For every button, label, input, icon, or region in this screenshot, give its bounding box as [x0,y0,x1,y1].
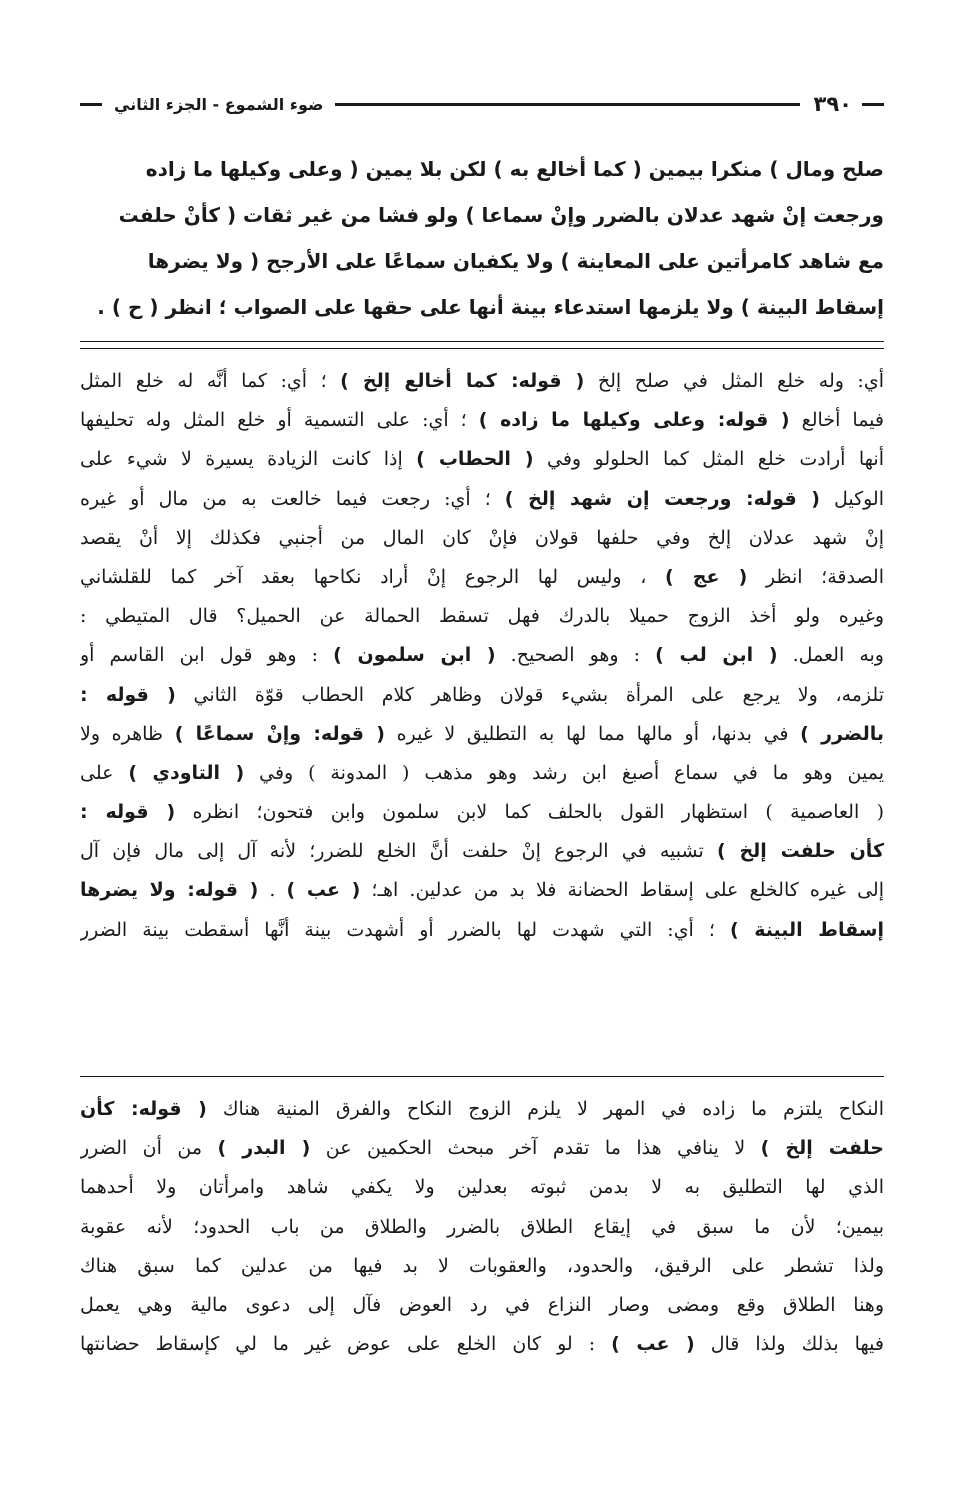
bold-quote: ( قوله : [80,683,176,706]
commentary-line [80,440,884,479]
commentary-line [80,715,884,754]
main-text [80,146,884,330]
text-run: إنْ شهد عدلان إلخ وفي حلفها قولان فإنْ كان المال من أجنبي فكذلك إلا أنْ يقصد [80,526,884,549]
text-run: الصدقة؛ انظر [747,565,884,588]
page-number: ٣٩٠ [813,92,852,116]
text-run: بيمين؛ لأن ما سبق في إيقاع الطلاق بالضرر والطلاق من باب الحدود؛ لأنه عقوبة [80,1215,884,1238]
text-run: ( العاصمية ) استظهار القول بالحلف كما لابن سلمون وابن فتحون؛ انظره [175,801,884,824]
commentary-line [80,401,884,440]
text-run: تلزمه، ولا يرجع على المرأة بشيء قولان وظاهر كلام الحطاب قوّة الثاني [175,683,884,706]
bold-quote: ( التاودي ) [128,761,245,784]
commentary-text [80,362,884,950]
text-run: تشبيه في الرجوع إنْ حلفت أنَّ الخلع للضرر؛ لأنه آل إلى مال فإن آل [80,840,717,863]
text-run: وهنا الطلاق وقع ومضى وصار النزاع في رد العوض فآل إلى دعوى مالية وهي يعمل [80,1293,884,1316]
marginal-note-line [80,1090,884,1129]
text-run: يمين وهو ما في سماع أصبغ ابن رشد وهو مذهب ( المدونة ) وفي [244,761,884,784]
text-run: من أن الضرر [80,1137,218,1160]
text-run: أي: وله خلع المثل في صلح إلخ [584,370,884,392]
commentary-line [80,362,884,401]
page-header [80,84,884,124]
text-run: : وهو قول ابن القاسم أو [80,644,334,667]
bold-quote: ( ابن سلمون ) [333,644,496,667]
bold-quote: ( قوله : [80,801,176,824]
text-run: . [258,879,287,902]
bold-quote: ( قوله: وعلى وكيلها ما زاده ) [478,409,790,432]
bold-quote: إسقاط البينة ) [729,918,884,941]
text-run: فيها بذلك ولذا قال [694,1333,884,1356]
text-run: ولذا تشطر على الرقيق، والحدود، والعقوبات لا بد فيها من عدلين كما سبق هناك [80,1254,884,1277]
text-run: ظاهره ولا [80,722,175,745]
text-run: إلى غيره كالخلع على إسقاط الحضانة فلا بد من عدلين. اهـ؛ [360,879,884,902]
commentary-line [80,832,884,871]
text-run: ؛ أي: رجعت فيما خالعت به من مال أو غيره [80,487,505,510]
double-divider-top [80,341,884,342]
double-divider-bottom [80,348,884,349]
commentary-line [80,754,884,793]
text-run: : وهو الصحيح. [495,644,656,667]
text-run: إذا كانت الزيادة يسيرة لا شيء على [80,448,417,471]
marginal-note-line [80,1208,884,1247]
text-run: لا ينافي هذا ما تقدم آخر مبحث الحكمين عن [310,1137,761,1160]
marginal-note-line [80,1286,884,1325]
text-run: أنها أرادت خلع المثل كما الحلولو وفي [533,448,884,471]
text-run: الوكيل [819,487,884,510]
text-run: فيما أخالع [789,409,884,432]
header-rule [335,103,799,106]
bold-quote: ( الحطاب ) [416,448,534,471]
commentary-line [80,636,884,675]
running-title: ضوء الشموع - الجزء الثاني [114,94,324,114]
bold-quote: بالضرر ) [800,722,884,745]
text-run: وبه العمل. [777,644,884,667]
bold-quote: ( عب ) [611,1333,695,1356]
marginal-note-line [80,1168,884,1207]
header-rule-end [80,103,102,106]
bold-quote: ( قوله: كأن [80,1098,207,1120]
bold-quote: ( البدر ) [217,1137,311,1160]
text-run: ؛ أي: كما أنَّه له خلع المثل [80,370,341,392]
bold-quote: ( قوله: وإنْ سماعًا ) [174,722,385,745]
bold-quote: حلفت إلخ ) [760,1137,884,1160]
main-text-line: صلح ومال ) منكرا بيمين ( كما أخالع به ) لكن بلا يمين ( وعلى وكيلها ما زاده [145,157,884,181]
bold-quote: ( عج ) [664,565,748,588]
bold-quote: ( عب ) [286,879,361,902]
bold-quote: ( قوله: كما أخالع إلخ ) [340,370,585,392]
text-run: النكاح يلتزم ما زاده في المهر لا يلزم الزوج النكاح والفرق المنية هناك [206,1098,884,1120]
main-text-line: إسقاط البينة ) ولا يلزمها استدعاء بينة أنها على حقها على الصواب ؛ انظر ( ح ) . [97,295,884,319]
text-run: ؛ أي: التي شهدت لها بالضرر أو أشهدت بينة أنَّها أسقطت بينة الضرر [80,918,730,941]
marginal-note-text [80,1090,884,1364]
main-text-line: مع شاهد كامرأتين على المعاينة ) ولا يكفيان سماعًا على الأرجح ( ولا يضرها [147,249,884,273]
commentary-line [80,793,884,832]
bold-quote: ( ابن لب ) [655,644,778,667]
commentary-line [80,519,884,558]
bold-quote: كأن حلفت إلخ ) [716,840,884,863]
text-run: ، وليس لها الرجوع إنْ أراد نكاحها بعقد آخر كما للقلشاني [80,565,665,588]
text-run: ؛ أي: على التسمية أو خلع المثل وله تحليفها [80,409,479,432]
main-text-line: ورجعت إنْ شهد عدلان بالضرر وإنْ سماعا ) ولو فشا من غير ثقات ( كأنْ حلفت [118,203,884,227]
commentary-line [80,480,884,519]
text-run: على [80,761,129,784]
marginal-note-line [80,1129,884,1168]
footnote-divider [80,1076,884,1077]
marginal-note-line [80,1247,884,1286]
bold-quote: ( قوله: ولا يضرها [80,879,259,902]
text-run: وغيره ولو أخذ الزوج حميلا بالدرك فهل تسقط الحمالة عن الحميل؟ قال المتيطي : [80,605,884,628]
commentary-line [80,871,884,910]
header-rule-start [862,103,884,106]
commentary-line [80,676,884,715]
text-run: : لو كان الخلع على عوض غير ما لي كإسقاط حضانتها [80,1333,612,1356]
commentary-line [80,558,884,597]
commentary-line [80,597,884,636]
commentary-line [80,911,884,950]
bold-quote: ( قوله: ورجعت إن شهد إلخ ) [504,487,820,510]
marginal-note-line [80,1325,884,1364]
text-run: الذي لها التطليق به لا بدمن ثبوته بعدلين ولا يكفي شاهد وامرأتان ولا أحدهما [80,1176,884,1199]
text-run: في بدنها، أو مالها مما لها به التطليق لا غيره [384,722,801,745]
